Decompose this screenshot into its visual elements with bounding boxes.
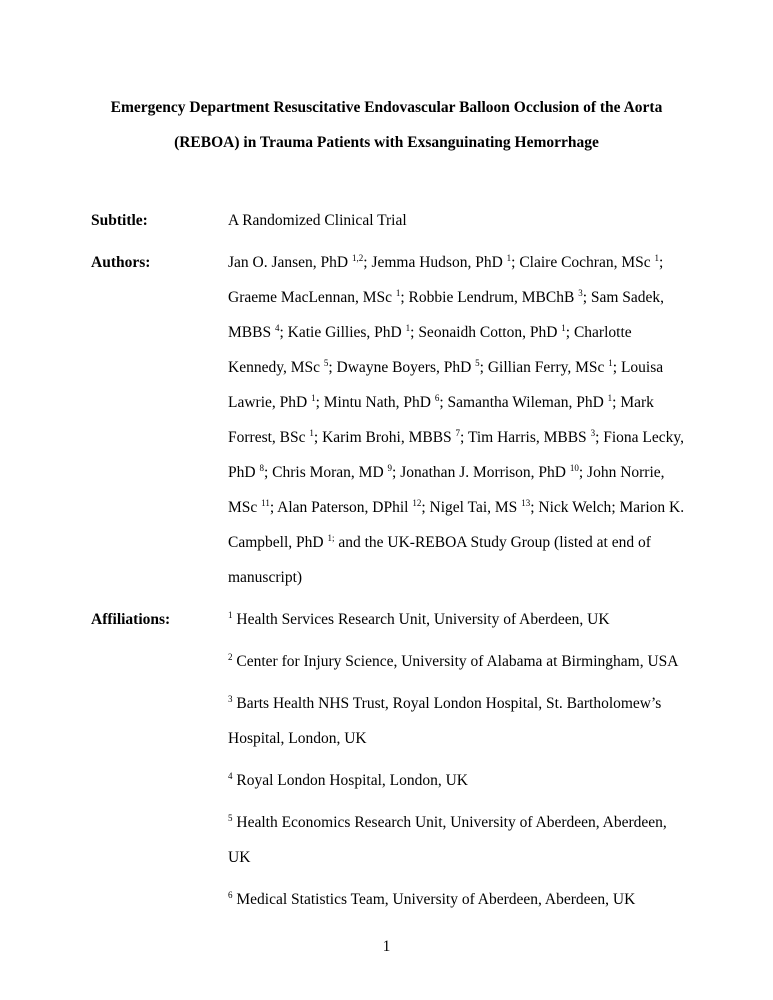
author-affiliation-marker: 1; (327, 533, 335, 543)
author-affiliation-marker: 4 (274, 323, 280, 333)
author-separator: ; (659, 254, 664, 271)
author-separator: ; (328, 359, 337, 376)
affiliation-item (228, 805, 690, 875)
author-name: Sam Sadek, MBBS (228, 289, 665, 341)
author-affiliation-marker: 5 (475, 358, 480, 368)
author-name: Fiona Lecky, PhD (228, 429, 685, 481)
author-name: Gillian Ferry, MSc (487, 359, 605, 376)
affiliation-text: Medical Statistics Team, University of Aberdeen, Aberdeen, UK (236, 891, 636, 908)
page-number: 1 (382, 938, 391, 955)
authors-group-note: and the UK-REBOA Study Group (listed at end of manuscript) (228, 534, 651, 586)
author-affiliation-marker: 13 (521, 498, 531, 508)
author-name: Mark Forrest, BSc (228, 394, 654, 446)
author-affiliation-marker: 1 (654, 253, 659, 263)
title-line-2: (REBOA) in Trauma Patients with Exsanguinating Hemorrhage (174, 134, 599, 151)
affiliation-text: Royal London Hospital, London, UK (236, 772, 468, 789)
author-separator: ; (612, 394, 621, 411)
author-name: Chris Moran, MD (272, 464, 384, 481)
author-separator: ; (439, 394, 448, 411)
author-affiliation-marker: 1 (311, 393, 316, 403)
author-name: Mintu Nath, PhD (323, 394, 431, 411)
author-separator: ; (595, 429, 604, 446)
author-separator: ; (479, 359, 488, 376)
affiliations-label: Affiliations: (91, 611, 171, 628)
author-name: Jonathan J. Morrison, PhD (400, 464, 566, 481)
author-name: Tim Harris, MBBS (467, 429, 587, 446)
author-name: Claire Cochran, MSc (519, 254, 651, 271)
author-separator: ; (392, 464, 401, 481)
author-separator: ; (313, 429, 323, 446)
author-affiliation-marker: 1 (506, 253, 512, 263)
affiliation-item (228, 644, 690, 679)
author-separator: ; (421, 499, 430, 516)
author-name: Graeme MacLennan, MSc (228, 289, 392, 306)
author-name: Robbie Lendrum, MBChB (408, 289, 575, 306)
author-separator: ; (578, 464, 588, 481)
author-separator: ; (410, 324, 419, 341)
title-line-1: Emergency Department Resuscitative Endovascular Balloon Occlusion of the Aorta (110, 99, 663, 116)
affiliation-item (228, 882, 690, 917)
affiliation-number: 2 (228, 652, 233, 662)
affiliation-number: 3 (228, 694, 233, 704)
author-separator: ; (315, 394, 324, 411)
author-name: Katie Gillies, PhD (287, 324, 402, 341)
author-affiliation-marker: 8 (259, 463, 264, 473)
author-name: Dwayne Boyers, PhD (336, 359, 472, 376)
affiliation-number: 1 (228, 610, 233, 620)
author-affiliation-marker: 3 (578, 288, 583, 298)
author-separator: ; (363, 254, 372, 271)
subtitle-label: Subtitle: (91, 212, 148, 229)
author-affiliation-marker: 1,2 (352, 253, 364, 263)
authors-list (228, 245, 690, 595)
affiliation-number: 5 (228, 813, 233, 823)
author-name: Seonaidh Cotton, PhD (418, 324, 558, 341)
affiliation-text: Health Economics Research Unit, University of Aberdeen, Aberdeen, UK (228, 814, 667, 866)
author-separator: ; (565, 324, 574, 341)
author-name: Alan Paterson, DPhil (277, 499, 409, 516)
authors-label: Authors: (91, 254, 151, 271)
author-separator: ; (530, 499, 539, 516)
affiliation-number: 4 (228, 771, 233, 781)
author-affiliation-marker: 1 (561, 323, 566, 333)
affiliation-item (228, 686, 690, 756)
author-name: Marion K. Campbell, PhD (228, 499, 685, 551)
affiliation-text: Health Services Research Unit, University of Aberdeen, UK (236, 611, 610, 628)
author-separator: ; (511, 254, 520, 271)
author-separator: ; (279, 324, 288, 341)
author-affiliation-marker: 11 (261, 498, 270, 508)
author-affiliation-marker: 12 (412, 498, 422, 508)
author-affiliation-marker: 10 (569, 463, 579, 473)
author-separator: ; (269, 499, 278, 516)
author-name: Nick Welch (538, 499, 612, 516)
affiliation-item (228, 763, 690, 798)
author-affiliation-marker: 1 (405, 323, 411, 333)
author-affiliation-marker: 3 (590, 428, 596, 438)
author-affiliation-marker: 5 (323, 358, 329, 368)
author-affiliation-marker: 6 (434, 393, 440, 403)
affiliations-list (228, 602, 690, 924)
author-name: Charlotte Kennedy, MSc (228, 324, 632, 376)
affiliation-text: Barts Health NHS Trust, Royal London Hospital, St. Bartholomew’s Hospital, London, UK (228, 695, 662, 747)
author-name: Jemma Hudson, PhD (371, 254, 503, 271)
author-affiliation-marker: 7 (455, 428, 461, 438)
author-name: Samantha Wileman, PhD (447, 394, 604, 411)
author-affiliation-marker: 1 (309, 428, 314, 438)
author-separator: ; (611, 499, 620, 516)
author-name: Nigel Tai, MS (429, 499, 518, 516)
author-separator: ; (400, 289, 409, 306)
author-separator: ; (263, 464, 273, 481)
author-separator: ; (460, 429, 468, 446)
author-name: John Norrie, MSc (228, 464, 665, 516)
affiliation-text: Center for Injury Science, University of Alabama at Birmingham, USA (236, 653, 679, 670)
author-name: Jan O. Jansen, PhD (228, 254, 349, 271)
author-affiliation-marker: 9 (387, 463, 393, 473)
author-separator: ; (582, 289, 591, 306)
subtitle-value: A Randomized Clinical Trial (228, 212, 407, 229)
author-affiliation-marker: 1 (395, 288, 401, 298)
author-separator: ; (612, 359, 621, 376)
author-name: Louisa Lawrie, PhD (228, 359, 664, 411)
affiliation-number: 6 (228, 890, 233, 900)
author-name: Karim Brohi, MBBS (322, 429, 452, 446)
author-affiliation-marker: 1 (607, 393, 613, 403)
affiliation-item (228, 602, 690, 637)
paper-title (60, 90, 713, 160)
author-affiliation-marker: 1 (608, 358, 613, 368)
